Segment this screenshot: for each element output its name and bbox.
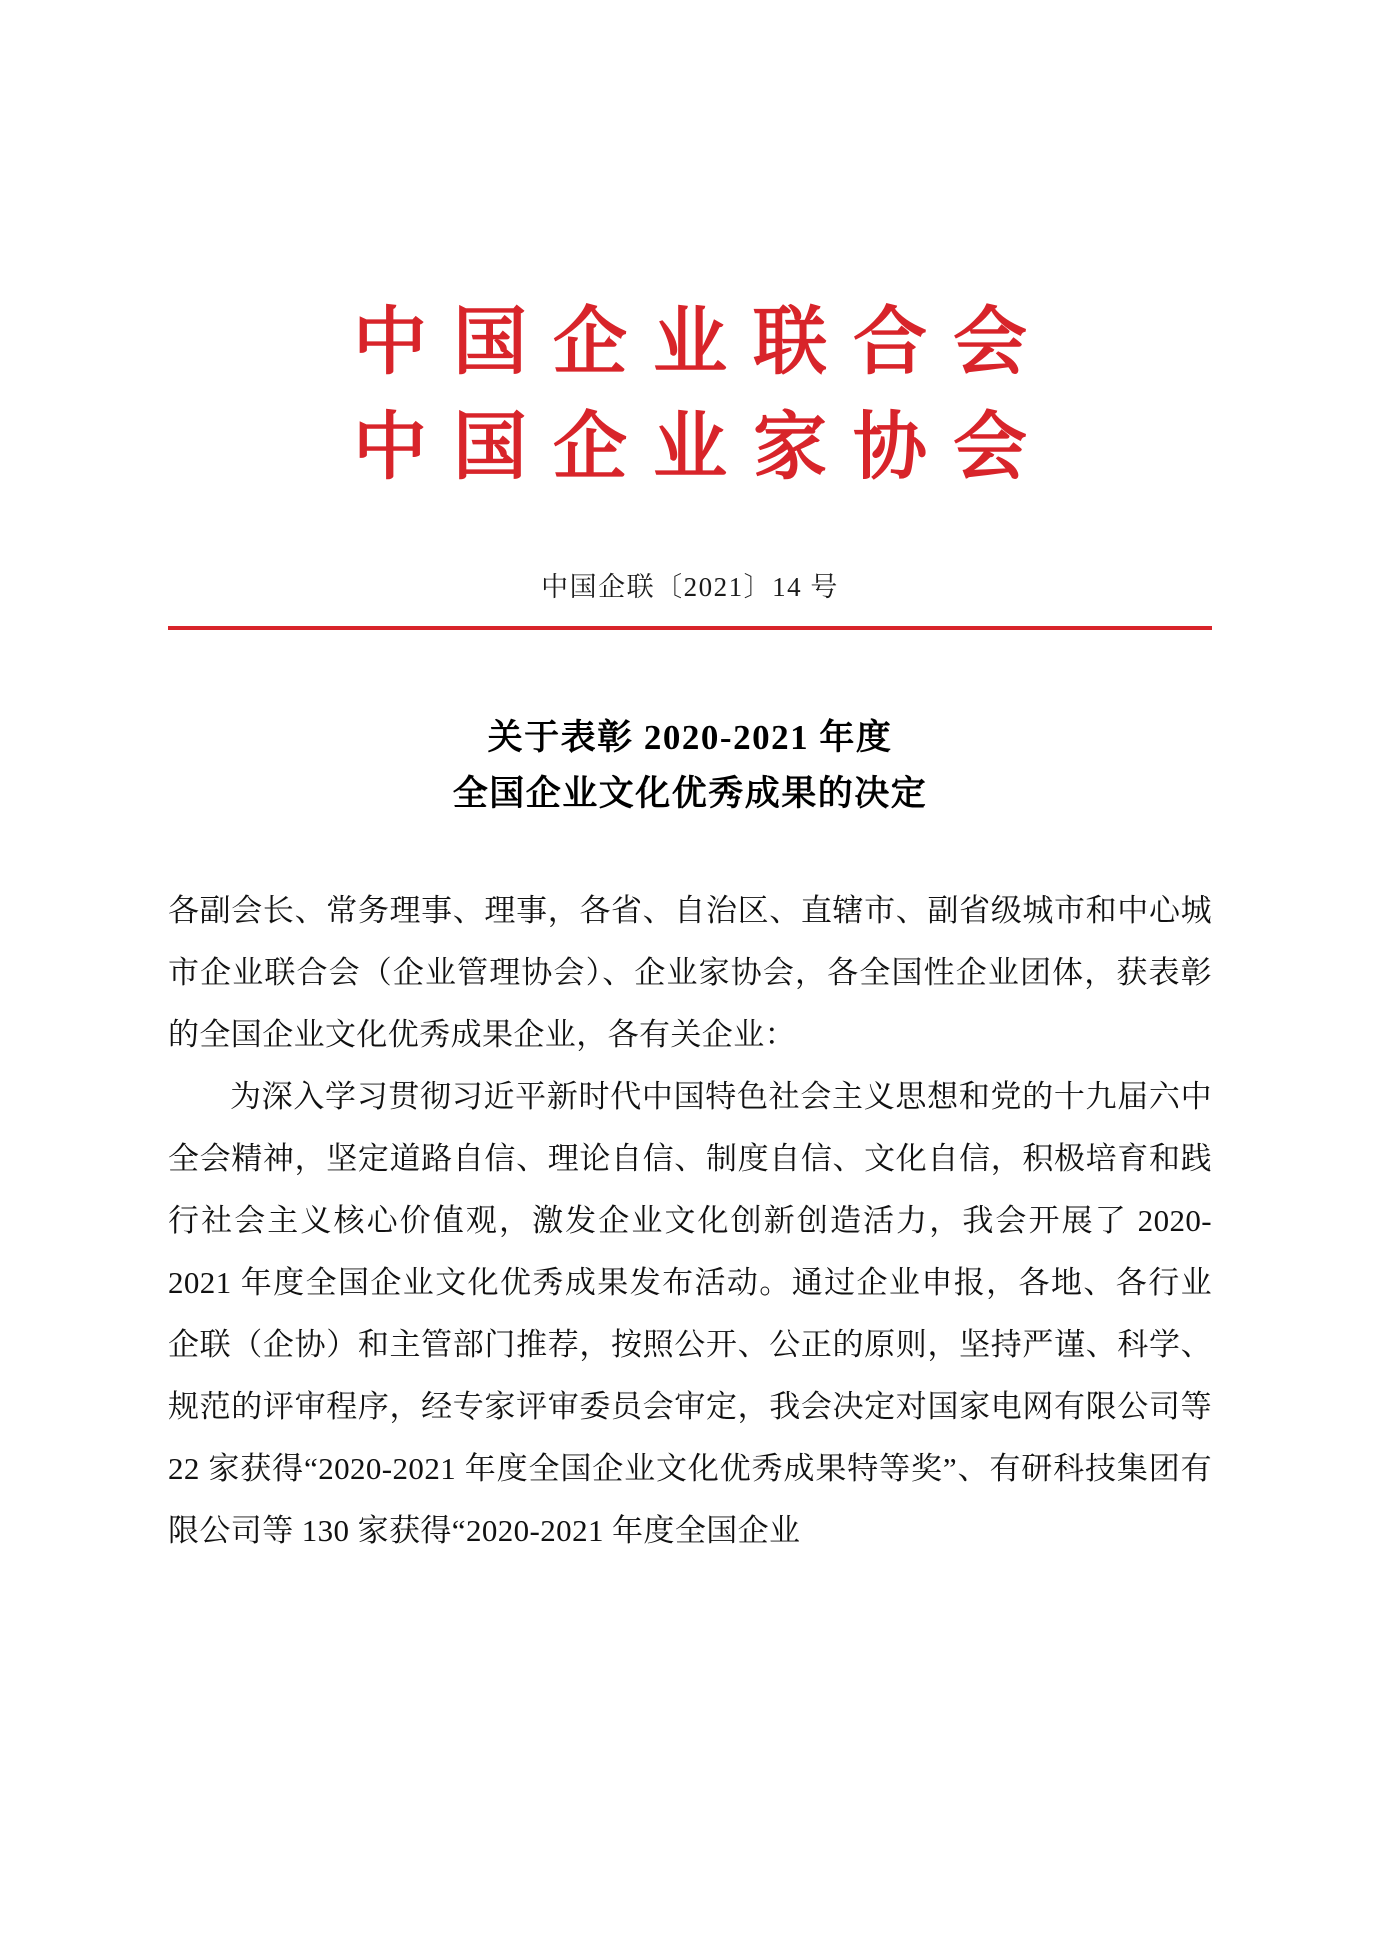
- document-number-area: [168, 565, 1212, 630]
- masthead: [168, 0, 1212, 493]
- document-title-line-1: 关于表彰 2020-2021 年度: [487, 717, 893, 757]
- document-number: 中国企联〔2021〕14 号: [541, 571, 839, 602]
- document-body: [168, 880, 1212, 1562]
- document-title: [168, 710, 1212, 822]
- body-paragraph-salutation: 各副会长、常务理事、理事，各省、自治区、直辖市、副省级城市和中心城市企业联合会（企业管理协会）、企业家协会，各全国性企业团体，获表彰的全国企业文化优秀成果企业，各有关企业：: [168, 892, 1212, 1052]
- masthead-line-1: 中国企业联合会: [353, 302, 1053, 384]
- document-title-line-2: 全国企业文化优秀成果的决定: [452, 773, 928, 813]
- masthead-line-2: 中国企业家协会: [353, 407, 1053, 490]
- red-divider-rule: [168, 626, 1212, 630]
- body-paragraph-main: 为深入学习贯彻习近平新时代中国特色社会主义思想和党的十九届六中全会精神，坚定道路自信、理论自信、制度自信、文化自信，积极培育和践行社会主义核心价值观，激发企业文化创新创造活力，我会开展了 2020-2021 年度全国企业文化优秀成果发布活动。通过企业申报，各地、各行业企联（企协）和主管部门推荐，按照公开、公正的原则，坚持严谨、科学、规范的评审程序，经专家评审委员会审定，我会决定对国家电网有限公司等 22 家获得“2020-2021 年度全国企业文化优秀成果特等奖”、有研科技集团有限公司等 130 家获得“2020-2021 年度全国企业: [168, 1078, 1212, 1548]
